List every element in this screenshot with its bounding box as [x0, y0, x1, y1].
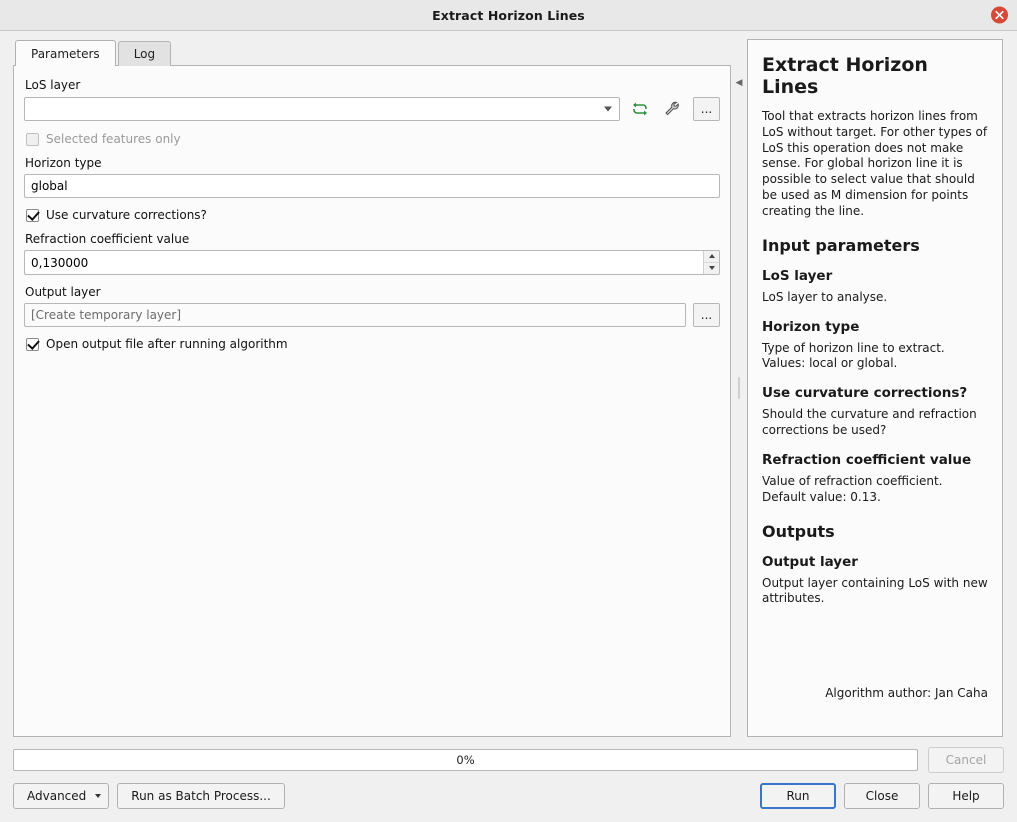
- splitter-grip: [738, 377, 740, 399]
- help-section-heading: Horizon type: [762, 318, 860, 335]
- help-output-heading: Output layer: [762, 553, 858, 570]
- los-layer-group: [24, 78, 720, 122]
- caret-down-icon: [95, 794, 101, 798]
- advanced-label: Advanced: [27, 789, 87, 803]
- advanced-options-button[interactable]: [660, 96, 686, 122]
- panel-splitter[interactable]: [731, 39, 747, 737]
- left-pane: [13, 39, 731, 737]
- horizon-type-select[interactable]: [24, 174, 720, 198]
- run-as-batch-button[interactable]: Run as Batch Process...: [117, 783, 285, 809]
- dialog-body: [0, 31, 1017, 737]
- help-input-parameters-heading: Input parameters: [762, 235, 920, 255]
- open-output-label: Open output file after running algorithm: [46, 337, 288, 351]
- progress-bar: [13, 749, 918, 771]
- refresh-button[interactable]: [627, 96, 653, 122]
- advanced-button[interactable]: [13, 783, 109, 809]
- use-curvature-corrections-checkbox[interactable]: [26, 209, 39, 222]
- progress-text: 0%: [456, 753, 475, 767]
- footer-right-buttons: [760, 783, 1004, 809]
- selected-features-only-row: [26, 132, 720, 146]
- dialog-footer: [0, 737, 1017, 822]
- refraction-coefficient-group: [24, 232, 720, 275]
- caret-up-icon: [709, 254, 715, 258]
- run-button[interactable]: Run: [760, 783, 836, 809]
- help-section-text: Value of refraction coefficient. Default value: 0.13.: [762, 473, 943, 504]
- tab-parameters[interactable]: Parameters: [15, 40, 116, 66]
- collapse-icon[interactable]: ◀: [735, 78, 743, 88]
- los-layer-browse-button[interactable]: ...: [693, 97, 720, 121]
- help-outputs-heading: Outputs: [762, 521, 835, 541]
- close-dialog-button[interactable]: Close: [844, 783, 920, 809]
- output-layer-row: [24, 303, 720, 327]
- open-output-checkbox[interactable]: [26, 338, 39, 351]
- output-layer-label: Output layer: [25, 285, 101, 299]
- horizon-type-value: global: [31, 179, 68, 193]
- open-output-row[interactable]: [26, 337, 720, 351]
- close-icon: [995, 11, 1004, 20]
- use-curvature-corrections-label: Use curvature corrections?: [46, 208, 207, 222]
- selected-features-only-checkbox: [26, 133, 39, 146]
- tab-log[interactable]: Log: [118, 41, 171, 66]
- help-section-heading: Use curvature corrections?: [762, 385, 968, 402]
- help-section-heading: Refraction coefficient value: [762, 451, 972, 468]
- footer-left-buttons: [13, 783, 285, 809]
- output-layer-browse-button[interactable]: ...: [693, 303, 720, 327]
- help-title: Extract Horizon Lines: [762, 54, 928, 98]
- help-output-text: Output layer containing LoS with new attributes.: [762, 575, 988, 606]
- horizon-type-label: Horizon type: [25, 156, 102, 170]
- tab-bar: [15, 39, 731, 65]
- cancel-button[interactable]: Cancel: [928, 747, 1004, 773]
- wrench-icon: [663, 100, 683, 118]
- selected-features-only-label: Selected features only: [46, 132, 181, 146]
- help-section-text: Type of horizon line to extract. Values: local or global.: [762, 340, 945, 371]
- help-intro: Tool that extracts horizon lines from LoS without target. For other types of LoS this operation does not make sense. For global horizon line it is possible to select value that should be used as M dimension for points creating the line.: [762, 109, 988, 218]
- use-curvature-corrections-row[interactable]: [26, 208, 720, 222]
- refresh-icon: [630, 100, 650, 118]
- los-layer-row: [24, 96, 720, 122]
- close-button[interactable]: [991, 7, 1008, 24]
- help-section-heading: LoS layer: [762, 267, 833, 284]
- stepper-down-button[interactable]: [704, 263, 719, 275]
- help-panel: [747, 39, 1003, 737]
- output-layer-group: [24, 285, 720, 327]
- button-row: [13, 783, 1004, 809]
- window-title: Extract Horizon Lines: [432, 7, 585, 23]
- stepper-buttons: [703, 251, 719, 274]
- help-author: Algorithm author: Jan Caha: [825, 686, 988, 700]
- refraction-coefficient-value[interactable]: 0,130000: [31, 255, 89, 270]
- stepper-up-button[interactable]: [704, 251, 719, 263]
- progress-row: [13, 747, 1004, 773]
- parameters-panel: [13, 65, 731, 737]
- output-layer-input[interactable]: [Create temporary layer]: [24, 303, 686, 327]
- help-section-text: Should the curvature and refraction corrections be used?: [762, 407, 977, 438]
- help-section-text: LoS layer to analyse.: [762, 289, 888, 304]
- help-button[interactable]: Help: [928, 783, 1004, 809]
- los-layer-label: LoS layer: [25, 78, 81, 92]
- los-layer-combo[interactable]: [24, 97, 620, 121]
- refraction-coefficient-stepper[interactable]: [24, 250, 720, 275]
- caret-down-icon: [709, 266, 715, 270]
- chevron-down-icon: [604, 107, 612, 112]
- horizon-type-group: [24, 156, 720, 198]
- title-bar: [0, 0, 1017, 31]
- refraction-coefficient-label: Refraction coefficient value: [25, 232, 190, 246]
